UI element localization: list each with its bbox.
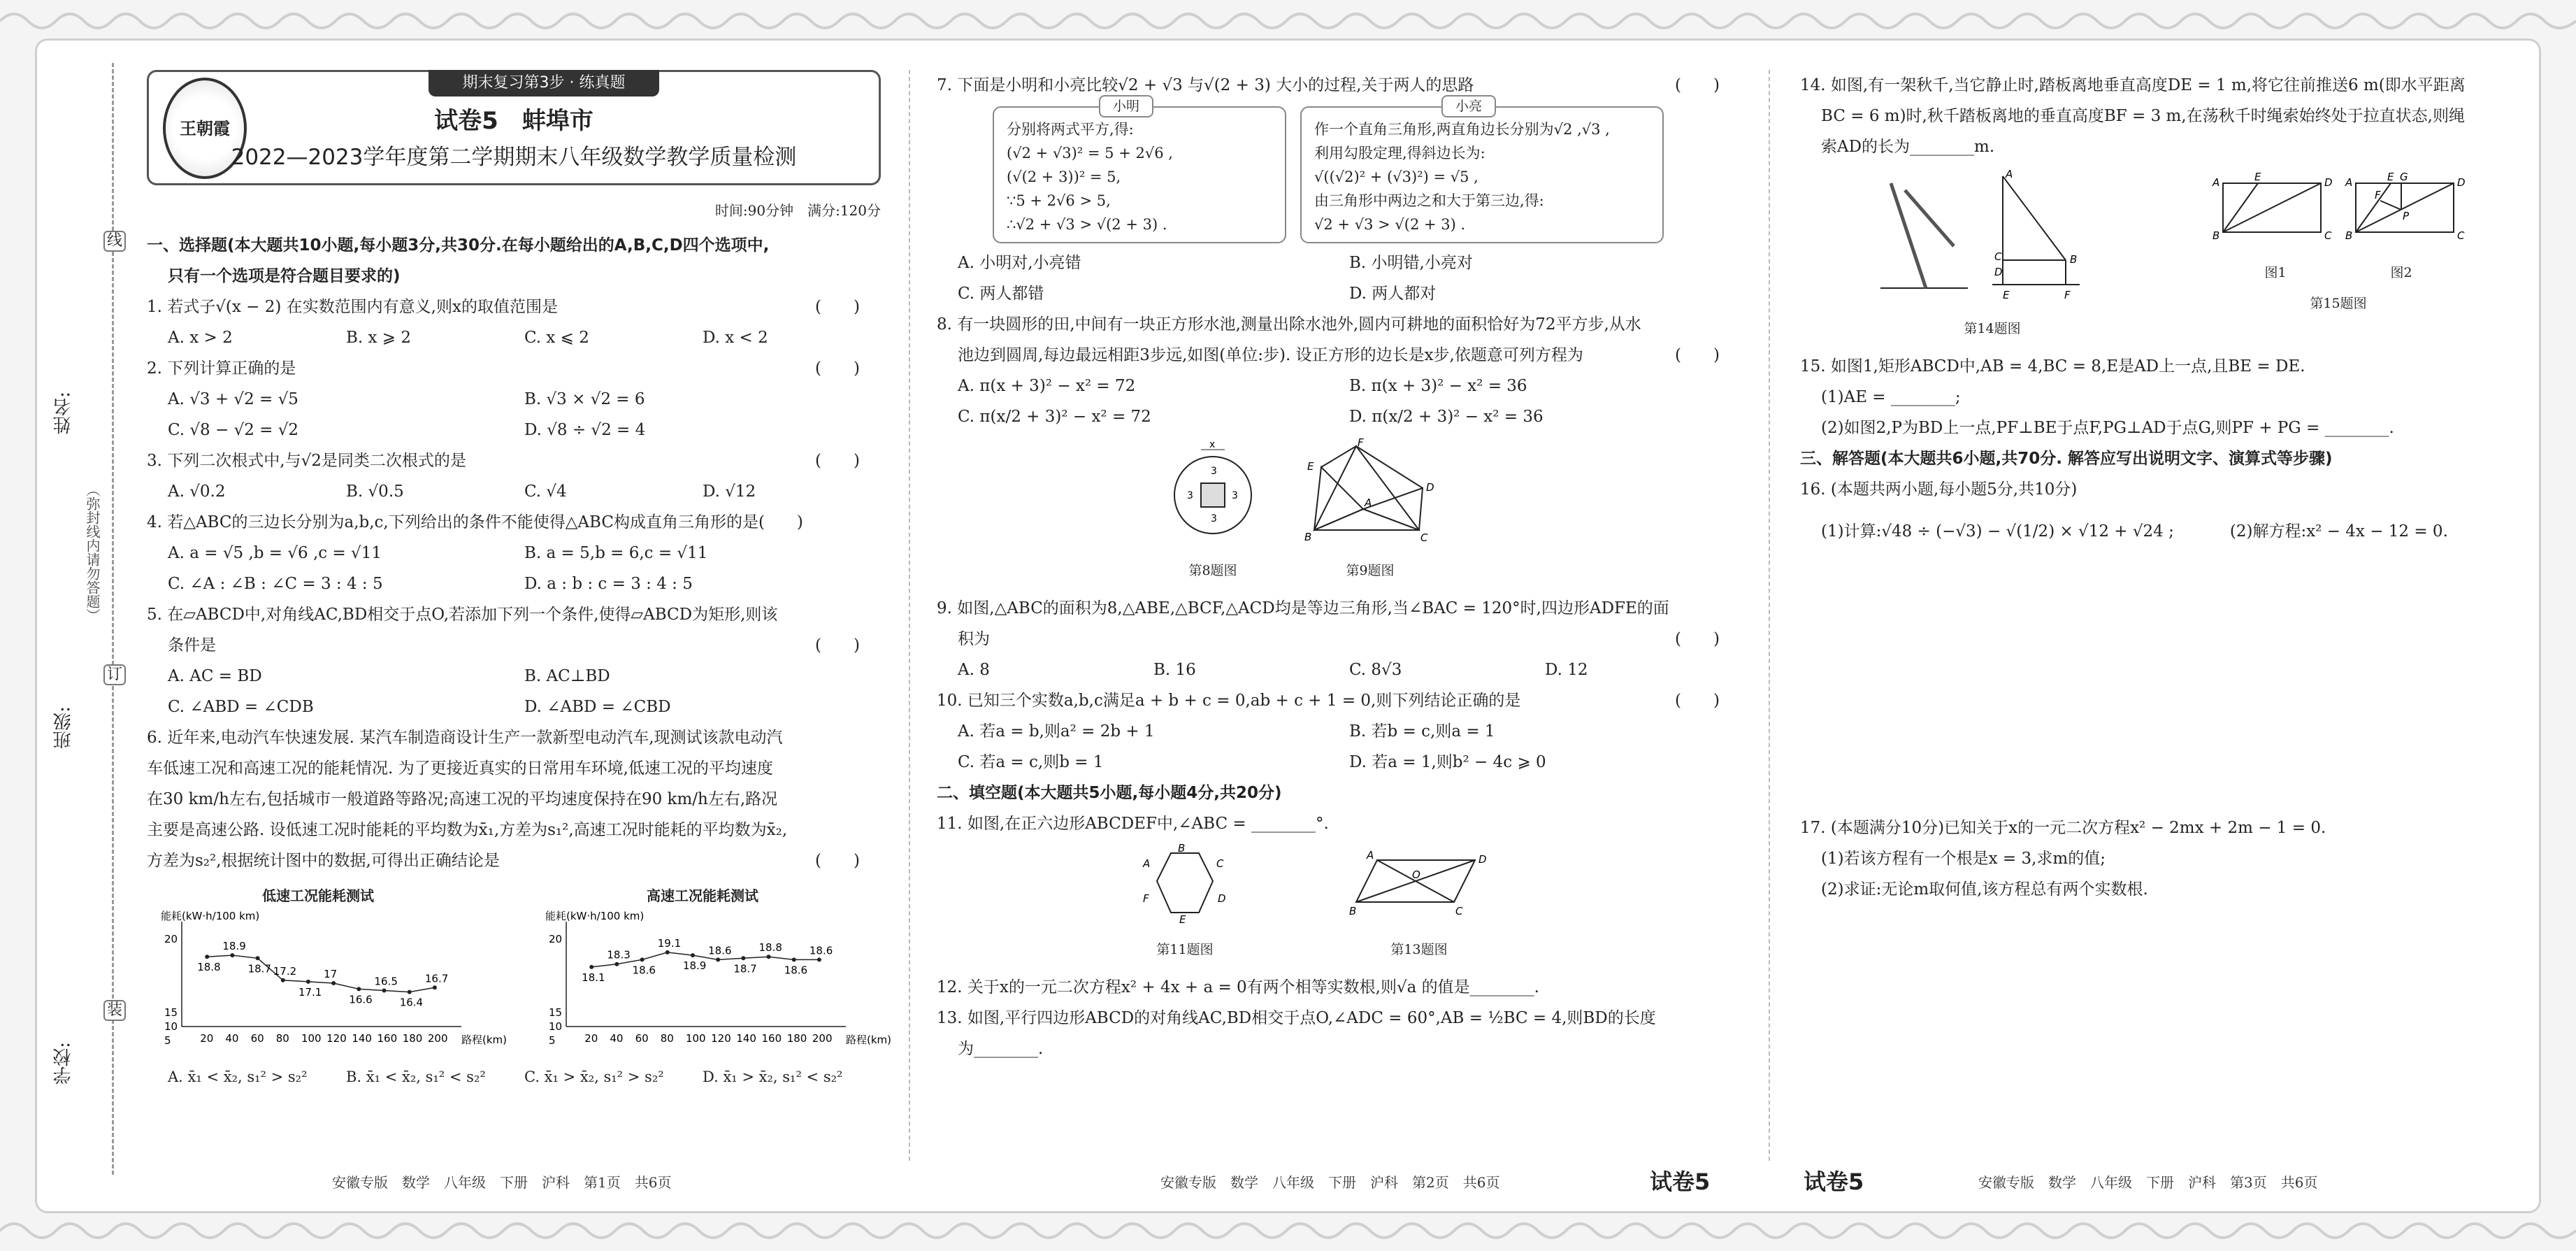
svg-text:C: C <box>1455 905 1463 917</box>
y-tick-label: 20 <box>164 933 178 945</box>
binding-label-ding: 订 <box>103 664 126 685</box>
data-label: 16.7 <box>424 972 449 985</box>
column-divider-2 <box>1769 70 1770 1161</box>
figures-14-15 <box>1877 169 2513 344</box>
question-2: 2. 下列计算正确的是 ( ) A. √3 + √2 = √5 B. √3 × √2 = 6 C. √8 − √2 = √2 D. √8 ÷ √2 = 4 <box>147 359 860 439</box>
y-axis-label: 能耗(kW·h/100 km) <box>545 910 645 922</box>
data-label: 18.7 <box>247 962 271 975</box>
question-13: 13. 如图,平行四边形ABCD的对角线AC,BD相交于点O,∠ADC = 60°,AB = ½BC = 4,则BD的长度 <box>937 1009 1656 1027</box>
data-label: 16.6 <box>349 993 373 1006</box>
chart-title: 高速工况能耗测试 <box>647 887 758 904</box>
svg-text:A: A <box>2006 168 2013 180</box>
question-12: 12. 关于x的一元二次方程x² + 4x + a = 0有两个相等实数根,则√a 的值是________. <box>937 978 1539 996</box>
data-point <box>230 953 234 957</box>
y-tick-label: 20 <box>549 933 563 945</box>
data-point <box>792 957 796 962</box>
question-16: 16. (本题共两小题,每小题5分,共10分) (1)计算:√48 ÷ (−√3) − √(1/2) × √12 + √24 ; (2)解方程:x² − 4x − 12 = 0. <box>1800 480 2448 541</box>
y-tick-label: 5 <box>549 1034 556 1047</box>
x-tick-label: 120 <box>711 1032 731 1045</box>
exam-meta: 时间:90分钟 满分:120分 <box>714 202 881 219</box>
svg-text:P: P <box>2403 210 2410 222</box>
svg-text:A: A <box>2212 176 2220 189</box>
data-point <box>357 987 361 991</box>
data-label: 19.1 <box>657 936 682 950</box>
footer-page-3: 安徽专版 数学 八年级 下册 沪科 第3页 共6页 <box>1978 1174 2318 1191</box>
question-13-cont: 为________. <box>958 1040 1044 1058</box>
svg-text:F: F <box>2375 189 2381 201</box>
svg-text:B: B <box>1304 531 1312 543</box>
y-tick-label: 5 <box>164 1034 171 1047</box>
svg-text:A: A <box>1365 496 1372 509</box>
data-point <box>817 957 821 962</box>
chart-title: 低速工况能耗测试 <box>262 887 374 904</box>
data-label: 18.6 <box>809 944 833 957</box>
question-3: 3. 下列二次根式中,与√2是同类二次根式的是 ( ) A. √0.2 B. √0.5 C. √4 D. √12 <box>147 452 860 501</box>
figure-9: E F D A B C 第9题图 <box>1304 436 1434 578</box>
data-point <box>614 962 619 966</box>
question-17: 17. (本题满分10分)已知关于x的一元二次方程x² − 2mx + 2m − 1 = 0. (1)若该方程有一个根是x = 3,求m的值; (2)求证:无论m取何值,该方程总有两个实数根. <box>1800 819 2326 899</box>
question-9: 9. 如图,△ABC的面积为8,△ABE,△BCF,△ACD均是等边三角形,当∠BAC = 120°时,四边形ADFE的面 积为 ( ) A. 8 B. 16 C. 8√3 D. 12 <box>937 599 1720 679</box>
svg-text:D: D <box>1426 481 1434 494</box>
svg-text:D: D <box>1994 266 2003 278</box>
svg-text:C: C <box>1994 250 2002 263</box>
data-label: 18.6 <box>632 964 656 977</box>
q6-charts <box>147 880 892 1061</box>
svg-text:F: F <box>1143 892 1149 905</box>
x-tick-label: 160 <box>377 1032 398 1045</box>
data-point <box>408 990 412 994</box>
chart-svg <box>531 910 892 1051</box>
question-15: 15. 如图1,矩形ABCD中,AB = 4,BC = 8,E是AD上一点,且BE = DE. (1)AE = ________; (2)如图2,P为BD上一点,PF⊥BE于点F,PG⊥AD于点G,则PF + PG = ________. <box>1800 357 2394 437</box>
footer-exam-tag-left: 试卷5 <box>1650 1168 1711 1195</box>
svg-text:G: G <box>2400 171 2408 183</box>
y-tick-label: 10 <box>549 1020 563 1033</box>
x-tick-label: 80 <box>660 1032 674 1045</box>
x-tick-label: 180 <box>786 1032 807 1045</box>
step-tag: 期末复习第3步 · 练真题 <box>429 70 659 96</box>
question-14: 14. 如图,有一架秋千,当它静止时,踏板离地垂直高度DE = 1 m,将它往前推送6 m(即水平距离 BC = 6 m)时,秋千踏板离地的垂直高度BF = 3 m,在荡秋千时绳索始终处于拉直状态,则绳 索AD的长为________m. <box>1800 76 2466 156</box>
svg-text:3: 3 <box>1232 490 1238 501</box>
svg-text:A: A <box>2345 176 2353 189</box>
seal-note: （弥封线内请勿答题） <box>84 482 101 622</box>
section-heading-cont: 只有一个选项是符合题目要求的) <box>168 267 401 285</box>
svg-text:F: F <box>2064 289 2071 301</box>
data-label: 17.1 <box>298 985 322 999</box>
data-label: 17.2 <box>273 964 297 978</box>
data-point <box>640 957 645 962</box>
chart-high-speed <box>531 880 892 1061</box>
svg-text:F: F <box>1358 436 1364 449</box>
field-school[interactable]: 学校: <box>53 1042 74 1085</box>
y-tick-label: 15 <box>164 1006 178 1019</box>
svg-text:C: C <box>1216 857 1224 870</box>
data-label: 18.8 <box>758 941 782 955</box>
question-7: 7. 下面是小明和小亮比较√2 + √3 与√(2 + 3) 大小的过程,关于两人的思路 ( ) <box>937 76 1720 94</box>
question-1: 1. 若式子√(x − 2) 在实数范围内有意义,则x的取值范围是 ( ) A. x > 2 B. x ⩾ 2 C. x ⩽ 2 D. x < 2 <box>147 298 860 347</box>
data-point <box>767 955 771 959</box>
svg-text:E: E <box>1307 460 1314 473</box>
brand-logo: 王朝霞 <box>163 78 247 179</box>
svg-text:B: B <box>2345 229 2353 242</box>
svg-text:D: D <box>1478 853 1487 866</box>
data-label: 18.9 <box>682 959 707 973</box>
data-label: 17 <box>324 968 338 980</box>
x-tick-label: 140 <box>352 1032 372 1045</box>
data-label: 18.1 <box>582 971 605 984</box>
section-heading: 三、解答题(本大题共6小题,共70分. 解答应写出说明文字、演算式等步骤) <box>1800 450 2333 468</box>
data-point <box>281 978 285 982</box>
x-tick-label: 180 <box>402 1032 423 1045</box>
svg-text:D: D <box>1218 892 1226 905</box>
y-axis-label: 能耗(kW·h/100 km) <box>161 910 260 922</box>
svg-text:x: x <box>1209 439 1216 450</box>
svg-text:A: A <box>1143 857 1151 870</box>
svg-text:3: 3 <box>1187 490 1193 501</box>
data-label: 18.3 <box>607 948 631 962</box>
data-label: 16.5 <box>374 975 398 988</box>
data-label: 18.8 <box>197 961 221 974</box>
data-point <box>382 989 387 993</box>
svg-text:E: E <box>2387 171 2394 183</box>
data-label: 18.9 <box>222 940 246 953</box>
data-point <box>589 965 593 969</box>
question-4: 4. 若△ABC的三边长分别为a,b,c,下列给出的条件不能使得△ABC构成直角三角形的是( ) A. a = √5 ,b = √6 ,c = √11 B. a = 5,b = 6,c = √11 C. ∠A : ∠B : ∠C = 3 : 4 : 5 D. a : b : c = 3 : 4 : 5 <box>147 513 803 593</box>
wavy-border-bottom <box>0 1217 2576 1245</box>
data-label: 18.7 <box>733 962 757 975</box>
chart-low-speed <box>147 880 508 1061</box>
figure-14: A B C D E F 第14题图 <box>1877 169 2108 344</box>
q7-options: A. 小明对,小亮错 B. 小明错,小亮对 C. 两人都错 D. 两人都对 <box>958 254 1473 303</box>
section-heading: 二、填空题(本大题共5小题,每小题4分,共20分) <box>937 784 1282 802</box>
svg-text:3: 3 <box>1211 513 1217 524</box>
binding-margin <box>42 49 126 1182</box>
y-tick-label: 15 <box>549 1006 563 1019</box>
column-1 <box>147 70 892 1092</box>
svg-text:E: E <box>2254 171 2261 183</box>
field-class[interactable]: 班级: <box>53 706 74 749</box>
x-axis-label: 路程(km) <box>846 1034 892 1046</box>
column-divider-1 <box>909 70 910 1161</box>
x-tick-label: 40 <box>610 1032 624 1045</box>
figure-13: A D B C O 第13题图 <box>1349 849 1487 957</box>
data-label: 18.6 <box>708 944 732 957</box>
svg-text:C: C <box>2324 229 2332 242</box>
question-5: 5. 在▱ABCD中,对角线AC,BD相交于点O,若添加下列一个条件,使得▱ABCD为矩形,则该 条件是 ( ) A. AC = BD B. AC⊥BD C. ∠ABD = ∠CDB D. ∠ABD = ∠CBD <box>147 606 860 716</box>
wavy-border-top <box>0 7 2576 35</box>
x-tick-label: 20 <box>584 1032 598 1045</box>
data-point <box>716 957 720 962</box>
svg-text:B: B <box>2212 229 2220 242</box>
column-2 <box>937 70 1741 1064</box>
question-6: 6. 近年来,电动汽车快速发展. 某汽车制造商设计生产一款新型电动汽车,现测试该款电动汽 车低速工况和高速工况的能耗情况. 为了更接近真实的日常用车环境,低速工况的平均速度 在30 km/h左右,包括城市一般道路等路况;高速工况的平均速度保持在90 km/h左右,路况 主要是高速公路. 设低速工况时能耗的平均数为x̄₁,方差为s₁²,高速工况时能耗的平均数为x̄₂, 方差为s₂²,根据统计图中的数据,可得出正确结论是 ( ) <box>147 729 860 870</box>
x-tick-label: 80 <box>275 1032 289 1045</box>
figures-8-9 <box>1167 436 1741 586</box>
xiaoming-box: 小明 分别将两式平方,得: (√2 + √3)² = 5 + 2√6 , (√(2 + 3))² = 5, ∵5 + 2√6 > 5, ∴√2 + √3 > √(2 + 3) . <box>993 106 1286 243</box>
x-tick-label: 140 <box>736 1032 756 1045</box>
answer-space-16[interactable] <box>1800 547 2513 813</box>
figure-15: A E D B C A E G F P D B C 图1 图2 第15题图 <box>2212 171 2466 311</box>
binding-label-zhuang: 装 <box>103 1000 126 1021</box>
x-tick-label: 100 <box>301 1032 322 1045</box>
data-point <box>665 950 670 955</box>
x-tick-label: 100 <box>685 1032 706 1045</box>
x-tick-label: 160 <box>761 1032 782 1045</box>
data-point <box>256 956 260 960</box>
figure-8: x 3 3 3 3 第8题图 <box>1167 439 1258 586</box>
data-point <box>433 985 437 989</box>
svg-text:D: D <box>2324 176 2333 189</box>
svg-text:D: D <box>2457 176 2466 189</box>
q7-boxes <box>993 99 1741 243</box>
x-tick-label: 120 <box>326 1032 347 1045</box>
question-10: 10. 已知三个实数a,b,c满足a + b + c = 0,ab + c + 1 = 0,则下列结论正确的是 ( ) A. 若a = b,则a² = 2b + 1 B. 若b = c,则a = 1 C. 若a = c,则b = 1 D. 若a = 1,则b² − 4c ⩾ 0 <box>937 692 1720 771</box>
exam-header <box>147 70 881 185</box>
svg-text:B: B <box>1349 905 1357 917</box>
section-heading: 一、选择题(本大题共10小题,每小题3分,共30分.在每小题给出的A,B,C,D四个选项中, <box>147 236 770 255</box>
data-point <box>331 981 336 985</box>
x-tick-label: 200 <box>427 1032 448 1045</box>
field-name[interactable]: 姓名: <box>53 392 74 434</box>
svg-text:3: 3 <box>1211 466 1217 477</box>
figures-11-13 <box>1139 842 1741 965</box>
column-3 <box>1800 70 2513 905</box>
data-label: 18.6 <box>784 964 808 977</box>
svg-text:E: E <box>1179 913 1186 926</box>
exam-title: 试卷5 蚌埠市 <box>434 107 593 135</box>
question-8: 8. 有一块圆形的田,中间有一块正方形水池,测量出除水池外,圆内可耕地的面积恰好为72平方步,从水 池边到圆周,每边最远相距3步远,如图(单位:步). 设正方形的边长是x步,依题意可列方程为 ( ) A. π(x + 3)² − x² = 72 B. π(x + 3)² − x² = 36 C. π(x/2 + 3)² − x² = 72 D. π(x/2 + 3)² − x² = 36 <box>937 315 1720 426</box>
footer-page-2: 安徽专版 数学 八年级 下册 沪科 第2页 共6页 <box>1160 1174 1500 1191</box>
xiaoliang-box: 小亮 作一个直角三角形,两直角边长分别为√2 ,√3 , 利用勾股定理,得斜边长为: √((√2)² + (√3)²) = √5 , 由三角形中两边之和大于第三边,得: √2 + √3 > √(2 + 3) . <box>1300 106 1664 243</box>
data-point <box>205 955 209 959</box>
svg-text:B: B <box>1178 842 1186 855</box>
footer-exam-tag-right: 试卷5 <box>1804 1168 1864 1195</box>
data-point <box>691 953 695 957</box>
q6-options: A. x̄₁ < x̄₂, s₁² > s₂² B. x̄₁ < x̄₂, s₁² < s₂² C. x̄₁ > x̄₂, s₁² > s₂² D. x̄₁ > x̄₂, s₁² < s₂² <box>168 1068 843 1085</box>
svg-text:C: C <box>1420 531 1428 544</box>
x-tick-label: 60 <box>635 1032 649 1045</box>
svg-text:B: B <box>2070 253 2078 266</box>
svg-text:O: O <box>1412 868 1420 881</box>
question-11: 11. 如图,在正六边形ABCDEF中,∠ABC = ________°. <box>937 815 1329 833</box>
x-axis-label: 路程(km) <box>461 1034 508 1046</box>
y-tick-label: 10 <box>164 1020 178 1033</box>
figure-11: A C B D F E 第11题图 <box>1143 842 1226 957</box>
svg-text:C: C <box>2457 229 2465 242</box>
data-label: 16.4 <box>399 996 424 1009</box>
data-point <box>741 956 745 960</box>
footer-page-1: 安徽专版 数学 八年级 下册 沪科 第1页 共6页 <box>332 1174 672 1191</box>
exam-subtitle: 2022—2023学年度第二学期期末八年级数学教学质量检测 <box>231 145 797 170</box>
binding-label-xian: 线 <box>103 231 126 252</box>
x-tick-label: 20 <box>200 1032 214 1045</box>
x-tick-label: 60 <box>250 1032 264 1045</box>
chart-svg <box>147 910 508 1051</box>
x-tick-label: 40 <box>225 1032 239 1045</box>
svg-text:A: A <box>1367 849 1374 862</box>
svg-text:E: E <box>2003 289 2010 301</box>
x-tick-label: 200 <box>812 1032 833 1045</box>
data-point <box>306 980 310 984</box>
